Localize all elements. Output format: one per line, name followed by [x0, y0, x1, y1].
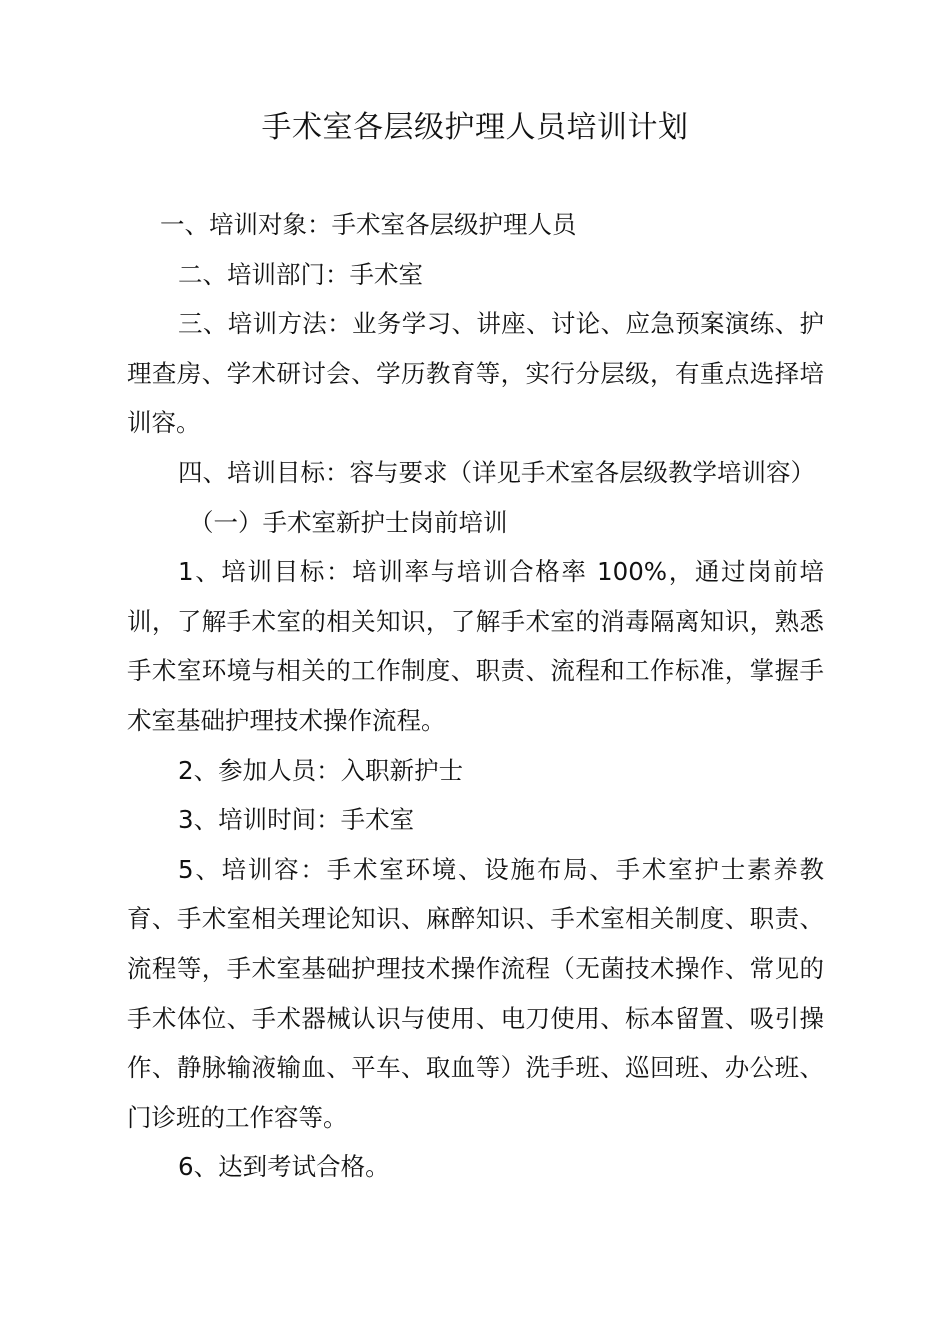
paragraph-training-method: 三、培训方法：业务学习、讲座、讨论、应急预案演练、护理查房、学术研讨会、学历教育等，实行分层级，有重点选择培训容。: [127, 309, 824, 438]
paragraph-item-3-time: 3、培训时间：手术室: [178, 805, 415, 835]
document-body: [127, 200, 824, 1192]
document-title: 手术室各层级护理人员培训计划: [261, 110, 689, 145]
paragraph-item-5-content: 5、培训容：手术室环境、设施布局、手术室护士素养教育、手术室相关理论知识、麻醉知识、手术室相关制度、职责、流程等，手术室基础护理技术操作流程（无菌技术操作、常见的手术体位、手术器械认识与使用、电刀使用、标本留置、吸引操作、静脉输液输血、平车、取血等）洗手班、巡回班、办公班、门诊班的工作容等。: [127, 854, 824, 1132]
paragraph-training-goal: 四、培训目标：容与要求（详见手术室各层级教学培训容）: [178, 457, 815, 487]
paragraph-training-target: 一、培训对象：手术室各层级护理人员: [160, 210, 577, 239]
section-heading-new-nurse-training: （一）手术室新护士岗前培训: [189, 507, 508, 537]
paragraph-item-2-participants: 2、参加人员：入职新护士: [178, 755, 464, 785]
paragraph-training-department: 二、培训部门：手术室: [178, 259, 423, 289]
paragraph-item-1-goal: 1、培训目标：培训率与培训合格率 100%，通过岗前培训，了解手术室的相关知识，了解手术室的消毒隔离知识，熟悉手术室环境与相关的工作制度、职责、流程和工作标准，掌握手术室基础护理技术操作流程。: [127, 557, 824, 735]
paragraph-item-6-exam: 6、达到考试合格。: [178, 1152, 390, 1182]
